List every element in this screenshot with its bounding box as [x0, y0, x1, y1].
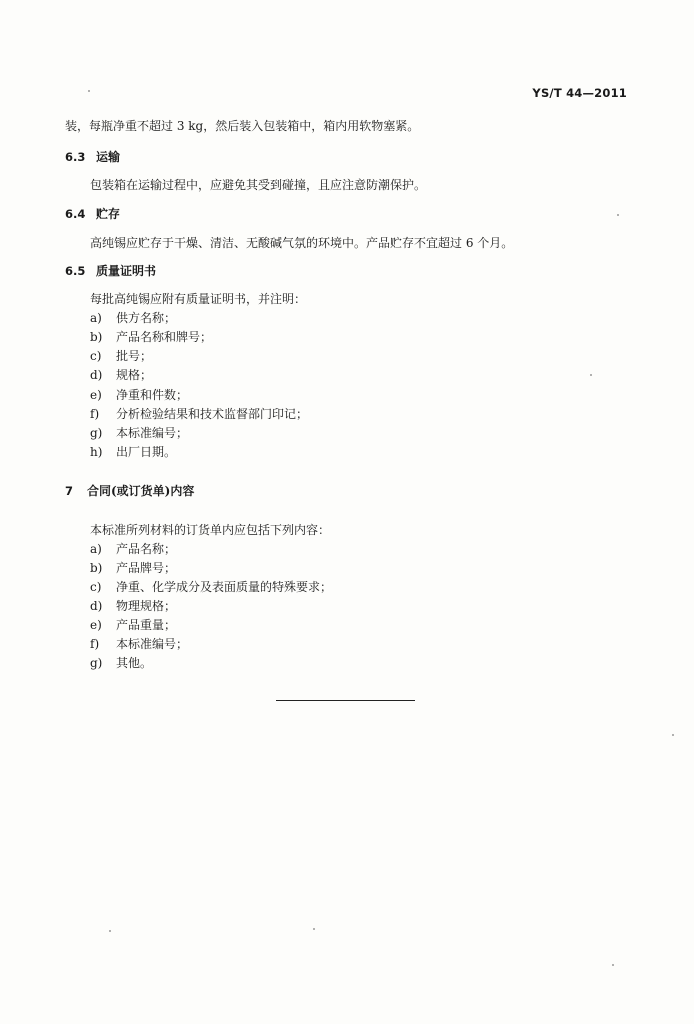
list-marker: e) [90, 618, 102, 632]
list-item [90, 445, 176, 459]
list-item-text: 净重和件数； [116, 388, 189, 402]
list-item [90, 349, 152, 363]
list-item [90, 426, 188, 440]
list-item-text: 净重、化学成分及表面质量的特殊要求； [116, 580, 333, 594]
section-7-intro: 本标准所列材料的订货单内应包括下列内容： [90, 523, 331, 537]
scan-speck [617, 214, 619, 216]
section-title: 质量证明书 [96, 264, 157, 278]
list-marker: b) [90, 561, 103, 575]
list-item-text: 产品牌号； [116, 561, 177, 575]
list-item [90, 599, 176, 613]
list-marker: a) [90, 542, 102, 556]
list-item [90, 407, 308, 421]
list-item [90, 542, 176, 556]
list-item [90, 330, 212, 344]
section-6-5-heading [65, 264, 156, 278]
section-number: 6.4 [65, 207, 86, 221]
list-marker: f) [90, 637, 100, 651]
standard-number: YS/T 44—2011 [532, 86, 627, 100]
scan-speck [672, 734, 674, 736]
list-marker: b) [90, 330, 103, 344]
list-marker: c) [90, 580, 102, 594]
list-marker: d) [90, 368, 103, 382]
section-number: 6.3 [65, 150, 86, 164]
section-title: 合同(或订货单)内容 [87, 484, 195, 498]
scan-speck [590, 374, 592, 376]
scan-speck [313, 928, 315, 930]
list-item-text: 供方名称； [116, 311, 177, 325]
list-item [90, 580, 332, 594]
list-item-text: 产品重量； [116, 618, 177, 632]
section-number: 6.5 [65, 264, 86, 278]
list-item-text: 其他。 [116, 656, 153, 670]
list-marker: e) [90, 388, 102, 402]
list-item [90, 637, 188, 651]
list-item-text: 物理规格； [116, 599, 177, 613]
list-marker: c) [90, 349, 102, 363]
list-item [90, 311, 176, 325]
list-item-text: 分析检验结果和技术监督部门印记； [116, 407, 309, 421]
list-item [90, 618, 176, 632]
continuation-text: 装，每瓶净重不超过 3 kg，然后装入包装箱中，箱内用软物塞紧。 [65, 119, 420, 133]
scan-speck [109, 930, 111, 932]
list-item-text: 本标准编号； [116, 426, 189, 440]
list-item-text: 批号； [116, 349, 153, 363]
list-item [90, 368, 152, 382]
list-marker: g) [90, 426, 103, 440]
list-marker: g) [90, 656, 103, 670]
section-number: 7 [65, 484, 74, 498]
section-7-heading [65, 484, 194, 498]
list-marker: f) [90, 407, 100, 421]
list-item-text: 出厂日期。 [116, 445, 177, 459]
list-item-text: 规格； [116, 368, 153, 382]
section-6-4-body: 高纯锡应贮存于干燥、清洁、无酸碱气氛的环境中。产品贮存不宜超过 6 个月。 [90, 236, 514, 250]
end-rule [276, 700, 415, 701]
scan-speck [612, 964, 614, 966]
list-marker: h) [90, 445, 103, 459]
list-marker: d) [90, 599, 103, 613]
list-item [90, 388, 188, 402]
section-6-5-intro: 每批高纯锡应附有质量证明书，并注明： [90, 292, 307, 306]
section-6-3-heading [65, 150, 120, 164]
list-item [90, 656, 152, 670]
list-item-text: 产品名称和牌号； [116, 330, 213, 344]
section-title: 运输 [96, 150, 121, 164]
list-item-text: 产品名称； [116, 542, 177, 556]
section-6-4-heading [65, 207, 120, 221]
section-6-3-body: 包装箱在运输过程中，应避免其受到碰撞，且应注意防潮保护。 [90, 178, 427, 192]
list-item-text: 本标准编号； [116, 637, 189, 651]
scan-speck [88, 90, 90, 92]
list-marker: a) [90, 311, 102, 325]
section-title: 贮存 [96, 207, 121, 221]
list-item [90, 561, 176, 575]
